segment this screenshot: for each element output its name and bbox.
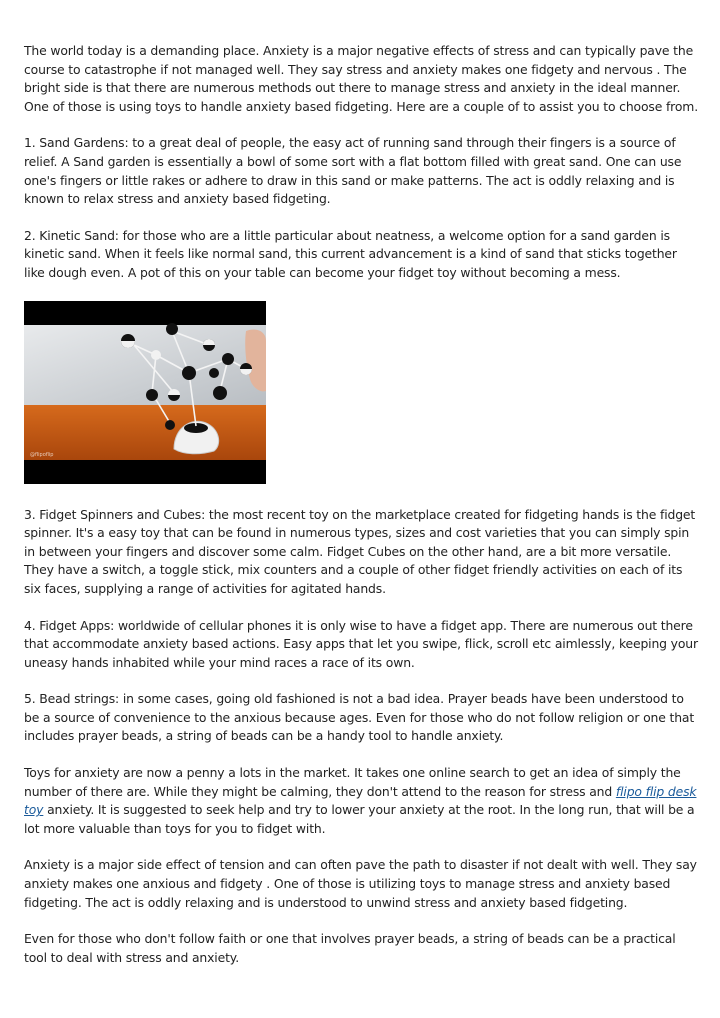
paragraph-side-effect: Anxiety is a major side effect of tension and can often pave the path to disaster if not dealt with well. They say anxiety makes one anxious and fidgety . One of those is utilizing toys to manage stress and anxiety based fidgeting. The act is oddly relaxing and is understood to unwind stress and anxiety based fidgeting.	[24, 857, 697, 910]
paragraph-bead-strings: 5. Bead strings: in some cases, going old fashioned is not a bad idea. Prayer beads have been understood to be a source of convenience to the anxious because ages. Even for those who do not follow religion or one that includes prayer beads, a string of beads can be a handy tool to handle anxiety.	[24, 691, 695, 744]
paragraph-closing: Even for those who don't follow faith or one that involves prayer beads, a string of beads can be a practical tool to deal with stress and anxiety.	[24, 931, 676, 965]
flipo-flip-desk-toy-link[interactable]: flipo flip desk toy	[24, 783, 697, 818]
image-watermark: @flipoflip	[30, 451, 54, 458]
article-body	[24, 42, 699, 985]
paragraph-sand-gardens: 1. Sand Gardens: to a great deal of people, the easy act of running sand through their fingers is a source of relief. A Sand garden is essentially a bowl of some sort with a flat bottom filled with great sand. One can use one's fingers or little rakes or adhere to draw in this sand or make patterns. The act is oddly relaxing and is known to relax stress and anxiety based fidgeting.	[24, 135, 682, 207]
paragraph-intro: The world today is a demanding place. Anxiety is a major negative effects of stress and can typically pave the course to catastrophe if not managed well. They say stress and anxiety makes one fidgety and nervous . The bright side is that there are numerous methods out there to manage stress and anxiety in the ideal manner. One of those is using toys to handle anxiety based fidgeting. Here are a couple of to assist you to choose from.	[24, 43, 698, 114]
paragraph-fidget-apps: 4. Fidget Apps: worldwide of cellular phones it is only wise to have a fidget app. There are numerous out there that accommodate anxiety based actions. Easy apps that let you swipe, flick, scroll etc aimlessly, keeping your uneasy hands inhabited while your mind races a race of its own.	[24, 617, 698, 670]
article-image	[24, 301, 266, 484]
paragraph-kinetic-sand: 2. Kinetic Sand: for those who are a little particular about neatness, a welcome option for a sand garden is kinetic sand. When it feels like normal sand, this current advancement is a kind of sand that sticks together like dough even. A pot of this on your table can become your fidget toy without becoming a mess.	[24, 227, 677, 280]
paragraph-text-before-link: Toys for anxiety are now a penny a lots in the market. It takes one online search to get an idea of simply the number of there are. While they might be calming, they don't attend to the reason for stress and	[24, 765, 681, 799]
desk-toy-illustration	[24, 301, 266, 484]
paragraph-text-after-link: anxiety. It is suggested to seek help and try to lower your anxiety at the root. In the long run, that will be a lot more valuable than toys for you to fidget with.	[24, 802, 695, 836]
paragraph-spinners-cubes: 3. Fidget Spinners and Cubes: the most recent toy on the marketplace created for fidgeting hands is the fidget spinner. It's a easy toy that can be found in numerous types, sizes and cost varieties that you can simply spin in between your fingers and discover some calm. Fidget Cubes on the other hand, are a bit more versatile. They have a switch, a toggle stick, mix counters and a couple of other fidget friendly activities on each of its six faces, supplying a range of activities for agitated hands.	[24, 506, 696, 596]
paragraph-toys-market	[24, 764, 699, 838]
